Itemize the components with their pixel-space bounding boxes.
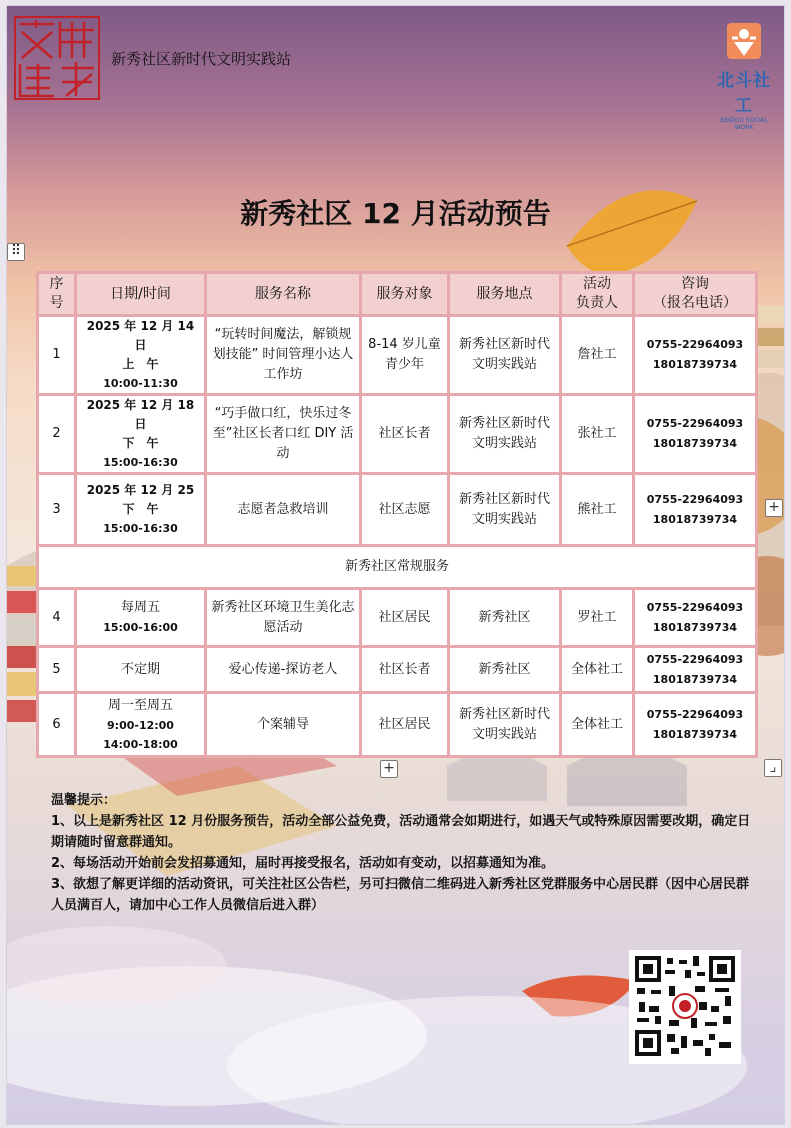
table-row [38, 693, 757, 757]
section-title: 新秀社区常规服务 [38, 546, 757, 589]
row-no: 3 [38, 474, 76, 546]
header-no: 序 号 [38, 273, 76, 316]
row-target: 8-14 岁儿童青少年 [361, 316, 449, 395]
civilization-logo [14, 16, 100, 100]
row-place: 新秀社区新时代文明实践站 [449, 316, 561, 395]
row-place: 新秀社区新时代文明实践站 [449, 395, 561, 474]
page-title: 新秀社区 12 月活动预告 [240, 197, 551, 230]
activity-table [36, 271, 758, 758]
row-place: 新秀社区 [449, 589, 561, 647]
row-service: 个案辅导 [206, 693, 361, 757]
row-date: 周一至周五 9:00-12:00 14:00-18:00 [76, 693, 206, 757]
notes-heading: 温馨提示： [51, 793, 117, 808]
table-row [38, 316, 757, 395]
document-page [6, 5, 785, 1125]
row-place: 新秀社区新时代文明实践站 [449, 474, 561, 546]
brand-name: 北斗社工 [717, 71, 771, 116]
row-date: 不定期 [76, 647, 206, 693]
row-place: 新秀社区新时代文明实践站 [449, 693, 561, 757]
header-target: 服务对象 [361, 273, 449, 316]
notes-section [51, 790, 751, 916]
row-no: 5 [38, 647, 76, 693]
header-contact: 咨询 （报名电话） [634, 273, 757, 316]
row-leader: 张社工 [561, 395, 634, 474]
row-service: 志愿者急救培训 [206, 474, 361, 546]
brand-subtitle: BEIDOU SOCIAL WORK [720, 117, 768, 131]
row-target: 社区居民 [361, 589, 449, 647]
row-date: 2025 年 12 月 14 日 上 午 10:00-11:30 [76, 316, 206, 395]
note-item: 1、以上是新秀社区 12 月份服务预告，活动全部公益免费，活动通常会如期进行，如遇天气或特殊原因需要改期，确定日期请随时留意群通知。 [51, 814, 751, 850]
row-service: “玩转时间魔法，解锁规划技能” 时间管理小达人工作坊 [206, 316, 361, 395]
header-place: 服务地点 [449, 273, 561, 316]
row-place: 新秀社区 [449, 647, 561, 693]
row-contact: 0755-22964093 18018739734 [634, 395, 757, 474]
row-service: 爱心传递-探访老人 [206, 647, 361, 693]
table-row [38, 474, 757, 546]
row-target: 社区居民 [361, 693, 449, 757]
row-target: 社区长者 [361, 395, 449, 474]
brand-logo [712, 22, 776, 131]
row-contact: 0755-22964093 18018739734 [634, 693, 757, 757]
row-date: 2025 年 12 月 25 下 午 15:00-16:30 [76, 474, 206, 546]
table-header-row [38, 273, 757, 316]
civilization-logo-icon [16, 18, 98, 98]
row-no: 4 [38, 589, 76, 647]
row-service: 新秀社区环境卫生美化志愿活动 [206, 589, 361, 647]
row-target: 社区长者 [361, 647, 449, 693]
row-no: 6 [38, 693, 76, 757]
site-title: 新秀社区新时代文明实践站 [111, 50, 292, 68]
header-service: 服务名称 [206, 273, 361, 316]
row-leader: 熊社工 [561, 474, 634, 546]
note-item: 3、欲想了解更详细的活动资讯，可关注社区公告栏，另可扫微信二维码进入新秀社区党群服务中心居民群（因中心居民群人员满百人，请加中心工作人员微信后进入群） [51, 877, 750, 913]
row-no: 1 [38, 316, 76, 395]
row-no: 2 [38, 395, 76, 474]
table-resize-handle[interactable]: ⌟ [764, 759, 782, 777]
header-date: 日期/时间 [76, 273, 206, 316]
row-leader: 詹社工 [561, 316, 634, 395]
row-contact: 0755-22964093 18018739734 [634, 474, 757, 546]
table-row [38, 589, 757, 647]
table-move-handle[interactable]: ⠿ [7, 243, 25, 261]
section-row [38, 546, 757, 589]
row-date: 每周五 15:00-16:00 [76, 589, 206, 647]
row-contact: 0755-22964093 18018739734 [634, 647, 757, 693]
add-column-button[interactable]: + [765, 499, 783, 517]
row-contact: 0755-22964093 18018739734 [634, 316, 757, 395]
table-row [38, 647, 757, 693]
qr-code-icon [635, 956, 735, 1056]
row-date: 2025 年 12 月 18 日 下 午 15:00-16:30 [76, 395, 206, 474]
row-target: 社区志愿 [361, 474, 449, 546]
add-row-button[interactable]: + [380, 760, 398, 778]
row-contact: 0755-22964093 18018739734 [634, 589, 757, 647]
beidou-logo-icon [726, 22, 762, 60]
table-row [38, 395, 757, 474]
wechat-qr-code [629, 950, 741, 1064]
row-leader: 全体社工 [561, 647, 634, 693]
row-service: “巧手做口红，快乐过冬至”社区长者口红 DIY 活动 [206, 395, 361, 474]
note-item: 2、每场活动开始前会发招募通知，届时再接受报名，活动如有变动，以招募通知为准。 [51, 856, 555, 871]
row-leader: 罗社工 [561, 589, 634, 647]
header-leader: 活动 负责人 [561, 273, 634, 316]
row-leader: 全体社工 [561, 693, 634, 757]
